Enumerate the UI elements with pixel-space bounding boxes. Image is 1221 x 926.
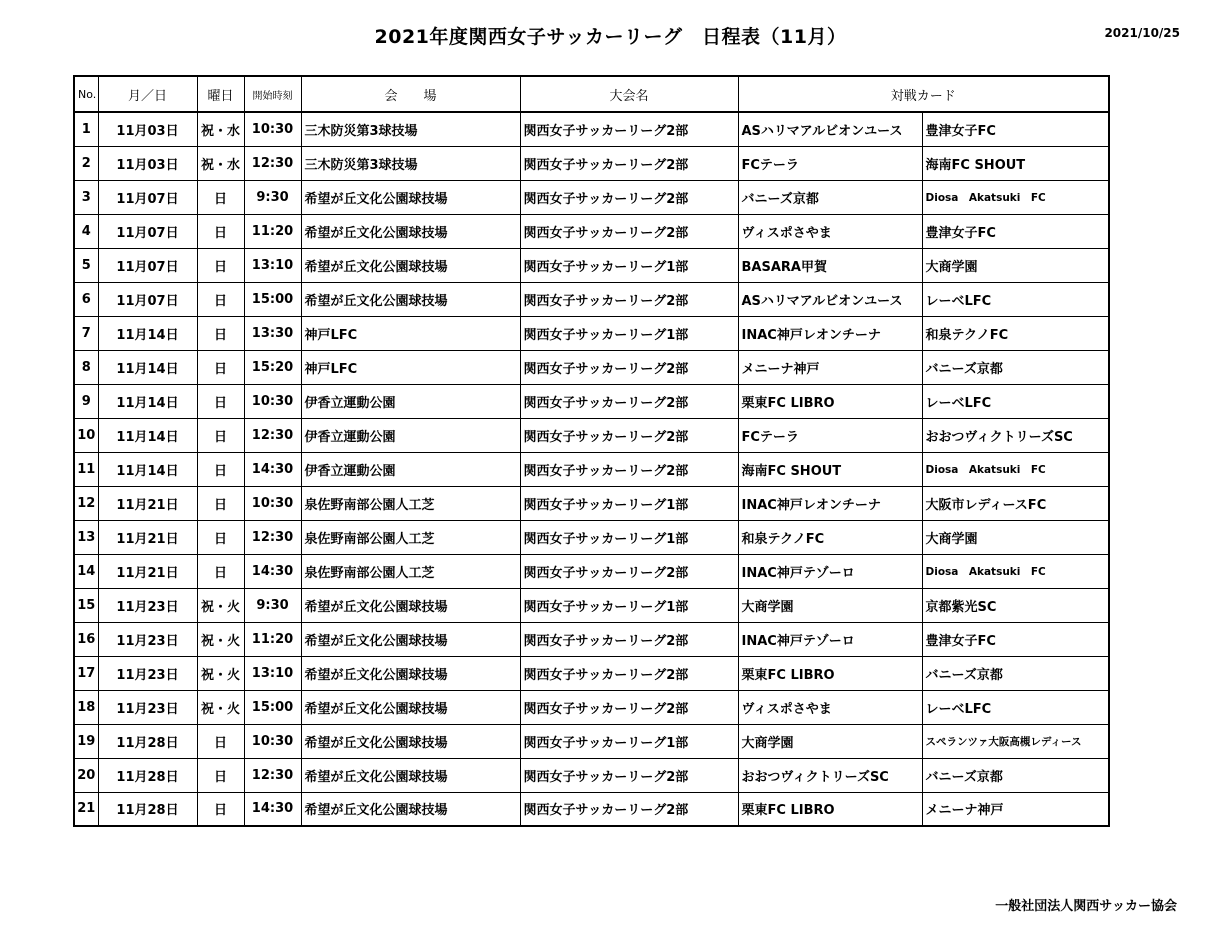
- cell-venue: 希望が丘文化公園球技場: [301, 690, 520, 724]
- cell-tournament: 関西女子サッカーリーグ2部: [520, 452, 738, 486]
- cell-venue: 希望が丘文化公園球技場: [301, 588, 520, 622]
- cell-date: 11月23日: [98, 588, 197, 622]
- table-row: [74, 384, 1109, 418]
- cell-home-team: 栗東FC LIBRO: [738, 384, 922, 418]
- cell-away-team: 大商学園: [922, 248, 1109, 282]
- table-row: [74, 622, 1109, 656]
- cell-home-team: バニーズ京都: [738, 180, 922, 214]
- cell-time: 11:20: [244, 622, 301, 656]
- cell-date: 11月21日: [98, 554, 197, 588]
- cell-home-team: FCテーラ: [738, 146, 922, 180]
- cell-day: 祝・火: [197, 622, 244, 656]
- cell-home-team: ASハリマアルビオンユース: [738, 112, 922, 146]
- cell-tournament: 関西女子サッカーリーグ2部: [520, 282, 738, 316]
- cell-away-team: 豊津女子FC: [922, 112, 1109, 146]
- cell-no: 1: [74, 112, 98, 146]
- cell-time: 10:30: [244, 724, 301, 758]
- cell-date: 11月21日: [98, 486, 197, 520]
- cell-tournament: 関西女子サッカーリーグ2部: [520, 180, 738, 214]
- cell-date: 11月14日: [98, 452, 197, 486]
- cell-home-team: INAC神戸テゾーロ: [738, 554, 922, 588]
- header-day: 曜日: [197, 76, 244, 112]
- cell-time: 12:30: [244, 520, 301, 554]
- table-row: [74, 452, 1109, 486]
- cell-venue: 伊香立運動公園: [301, 418, 520, 452]
- cell-venue: 希望が丘文化公園球技場: [301, 758, 520, 792]
- cell-date: 11月07日: [98, 248, 197, 282]
- cell-away-team: バニーズ京都: [922, 656, 1109, 690]
- cell-time: 14:30: [244, 554, 301, 588]
- cell-no: 5: [74, 248, 98, 282]
- cell-venue: 希望が丘文化公園球技場: [301, 656, 520, 690]
- cell-venue: 希望が丘文化公園球技場: [301, 248, 520, 282]
- cell-time: 10:30: [244, 486, 301, 520]
- cell-no: 2: [74, 146, 98, 180]
- cell-away-team: 豊津女子FC: [922, 622, 1109, 656]
- cell-home-team: ASハリマアルビオンユース: [738, 282, 922, 316]
- cell-date: 11月03日: [98, 146, 197, 180]
- cell-home-team: 栗東FC LIBRO: [738, 656, 922, 690]
- cell-away-team: Diosa Akatsuki FC: [922, 452, 1109, 486]
- cell-date: 11月14日: [98, 384, 197, 418]
- cell-day: 日: [197, 282, 244, 316]
- cell-away-team: レーベLFC: [922, 384, 1109, 418]
- cell-time: 12:30: [244, 146, 301, 180]
- cell-day: 日: [197, 316, 244, 350]
- cell-date: 11月28日: [98, 724, 197, 758]
- table-row: [74, 418, 1109, 452]
- cell-date: 11月03日: [98, 112, 197, 146]
- cell-tournament: 関西女子サッカーリーグ2部: [520, 214, 738, 248]
- cell-no: 15: [74, 588, 98, 622]
- cell-no: 13: [74, 520, 98, 554]
- cell-time: 12:30: [244, 758, 301, 792]
- cell-time: 14:30: [244, 452, 301, 486]
- cell-date: 11月07日: [98, 180, 197, 214]
- cell-day: 祝・火: [197, 690, 244, 724]
- cell-day: 日: [197, 792, 244, 826]
- cell-day: 日: [197, 486, 244, 520]
- table-row: [74, 248, 1109, 282]
- cell-away-team: Diosa Akatsuki FC: [922, 180, 1109, 214]
- cell-day: 日: [197, 520, 244, 554]
- table-row: [74, 588, 1109, 622]
- cell-venue: 希望が丘文化公園球技場: [301, 214, 520, 248]
- cell-venue: 三木防災第3球技場: [301, 112, 520, 146]
- cell-date: 11月14日: [98, 418, 197, 452]
- cell-tournament: 関西女子サッカーリーグ2部: [520, 622, 738, 656]
- table-row: [74, 486, 1109, 520]
- cell-time: 15:00: [244, 690, 301, 724]
- cell-day: 日: [197, 248, 244, 282]
- table-row: [74, 316, 1109, 350]
- cell-date: 11月14日: [98, 316, 197, 350]
- cell-away-team: 大阪市レディースFC: [922, 486, 1109, 520]
- cell-away-team: 和泉テクノFC: [922, 316, 1109, 350]
- header-date: 月／日: [98, 76, 197, 112]
- cell-day: 日: [197, 350, 244, 384]
- table-row: [74, 180, 1109, 214]
- cell-venue: 伊香立運動公園: [301, 452, 520, 486]
- cell-venue: 伊香立運動公園: [301, 384, 520, 418]
- cell-time: 9:30: [244, 180, 301, 214]
- table-row: [74, 520, 1109, 554]
- header-venue: 会 場: [301, 76, 520, 112]
- table-row: [74, 724, 1109, 758]
- cell-venue: 三木防災第3球技場: [301, 146, 520, 180]
- cell-home-team: おおつヴィクトリーズSC: [738, 758, 922, 792]
- table-row: [74, 214, 1109, 248]
- cell-day: 祝・火: [197, 588, 244, 622]
- cell-day: 日: [197, 554, 244, 588]
- cell-time: 13:30: [244, 316, 301, 350]
- cell-home-team: INAC神戸レオンチーナ: [738, 486, 922, 520]
- cell-time: 10:30: [244, 384, 301, 418]
- cell-venue: 神戸LFC: [301, 350, 520, 384]
- cell-tournament: 関西女子サッカーリーグ2部: [520, 112, 738, 146]
- cell-home-team: INAC神戸レオンチーナ: [738, 316, 922, 350]
- cell-time: 13:10: [244, 656, 301, 690]
- cell-tournament: 関西女子サッカーリーグ2部: [520, 656, 738, 690]
- table-row: [74, 282, 1109, 316]
- cell-day: 日: [197, 418, 244, 452]
- cell-no: 6: [74, 282, 98, 316]
- table-row: [74, 690, 1109, 724]
- cell-home-team: BASARA甲賀: [738, 248, 922, 282]
- table-row: [74, 112, 1109, 146]
- header-time: 開始時刻: [244, 76, 301, 112]
- cell-away-team: 大商学園: [922, 520, 1109, 554]
- cell-home-team: FCテーラ: [738, 418, 922, 452]
- cell-venue: 希望が丘文化公園球技場: [301, 282, 520, 316]
- cell-home-team: INAC神戸テゾーロ: [738, 622, 922, 656]
- cell-tournament: 関西女子サッカーリーグ2部: [520, 758, 738, 792]
- cell-date: 11月28日: [98, 758, 197, 792]
- cell-no: 16: [74, 622, 98, 656]
- cell-home-team: 和泉テクノFC: [738, 520, 922, 554]
- cell-no: 12: [74, 486, 98, 520]
- cell-tournament: 関西女子サッカーリーグ2部: [520, 350, 738, 384]
- cell-tournament: 関西女子サッカーリーグ1部: [520, 724, 738, 758]
- cell-venue: 希望が丘文化公園球技場: [301, 724, 520, 758]
- cell-venue: 希望が丘文化公園球技場: [301, 180, 520, 214]
- cell-time: 15:00: [244, 282, 301, 316]
- cell-tournament: 関西女子サッカーリーグ2部: [520, 418, 738, 452]
- header-tournament: 大会名: [520, 76, 738, 112]
- cell-day: 日: [197, 452, 244, 486]
- cell-venue: 泉佐野南部公園人工芝: [301, 554, 520, 588]
- cell-away-team: バニーズ京都: [922, 758, 1109, 792]
- cell-home-team: ヴィスポさやま: [738, 690, 922, 724]
- cell-no: 7: [74, 316, 98, 350]
- schedule-body: [74, 112, 1109, 826]
- schedule-table: [73, 75, 1110, 827]
- cell-time: 13:10: [244, 248, 301, 282]
- cell-no: 9: [74, 384, 98, 418]
- cell-time: 15:20: [244, 350, 301, 384]
- table-row: [74, 792, 1109, 826]
- page-title: 2021年度関西女子サッカーリーグ 日程表（11月）: [374, 26, 847, 48]
- table-row: [74, 554, 1109, 588]
- cell-no: 20: [74, 758, 98, 792]
- cell-day: 祝・水: [197, 146, 244, 180]
- cell-venue: 希望が丘文化公園球技場: [301, 792, 520, 826]
- cell-tournament: 関西女子サッカーリーグ1部: [520, 316, 738, 350]
- cell-date: 11月23日: [98, 622, 197, 656]
- issue-date: 2021/10/25: [1104, 26, 1180, 40]
- cell-away-team: 海南FC SHOUT: [922, 146, 1109, 180]
- cell-away-team: Diosa Akatsuki FC: [922, 554, 1109, 588]
- cell-no: 18: [74, 690, 98, 724]
- cell-tournament: 関西女子サッカーリーグ2部: [520, 792, 738, 826]
- cell-tournament: 関西女子サッカーリーグ2部: [520, 146, 738, 180]
- header-match: 対戦カード: [738, 76, 1109, 112]
- cell-date: 11月23日: [98, 690, 197, 724]
- cell-tournament: 関西女子サッカーリーグ2部: [520, 690, 738, 724]
- cell-away-team: 京都紫光SC: [922, 588, 1109, 622]
- cell-no: 19: [74, 724, 98, 758]
- cell-no: 4: [74, 214, 98, 248]
- cell-day: 日: [197, 724, 244, 758]
- cell-time: 12:30: [244, 418, 301, 452]
- cell-home-team: 大商学園: [738, 588, 922, 622]
- cell-home-team: メニーナ神戸: [738, 350, 922, 384]
- header-no: No.: [74, 76, 98, 112]
- cell-day: 日: [197, 758, 244, 792]
- cell-no: 8: [74, 350, 98, 384]
- cell-day: 日: [197, 214, 244, 248]
- cell-venue: 泉佐野南部公園人工芝: [301, 486, 520, 520]
- cell-day: 祝・火: [197, 656, 244, 690]
- cell-away-team: バニーズ京都: [922, 350, 1109, 384]
- cell-no: 3: [74, 180, 98, 214]
- cell-away-team: スペランツァ大阪高槻レディース: [922, 724, 1109, 758]
- cell-venue: 泉佐野南部公園人工芝: [301, 520, 520, 554]
- cell-away-team: 豊津女子FC: [922, 214, 1109, 248]
- cell-time: 14:30: [244, 792, 301, 826]
- cell-home-team: 大商学園: [738, 724, 922, 758]
- cell-no: 10: [74, 418, 98, 452]
- cell-tournament: 関西女子サッカーリーグ1部: [520, 520, 738, 554]
- cell-time: 11:20: [244, 214, 301, 248]
- cell-time: 9:30: [244, 588, 301, 622]
- cell-no: 21: [74, 792, 98, 826]
- cell-away-team: おおつヴィクトリーズSC: [922, 418, 1109, 452]
- cell-home-team: 栗東FC LIBRO: [738, 792, 922, 826]
- cell-day: 日: [197, 180, 244, 214]
- cell-date: 11月07日: [98, 282, 197, 316]
- cell-date: 11月14日: [98, 350, 197, 384]
- table-row: [74, 656, 1109, 690]
- cell-tournament: 関西女子サッカーリーグ1部: [520, 486, 738, 520]
- cell-tournament: 関西女子サッカーリーグ2部: [520, 384, 738, 418]
- cell-tournament: 関西女子サッカーリーグ1部: [520, 248, 738, 282]
- cell-away-team: メニーナ神戸: [922, 792, 1109, 826]
- cell-home-team: 海南FC SHOUT: [738, 452, 922, 486]
- cell-tournament: 関西女子サッカーリーグ2部: [520, 554, 738, 588]
- cell-date: 11月21日: [98, 520, 197, 554]
- organization-name: 一般社団法人関西サッカー協会: [995, 899, 1177, 914]
- cell-no: 11: [74, 452, 98, 486]
- cell-time: 10:30: [244, 112, 301, 146]
- header-row: [74, 76, 1109, 112]
- cell-away-team: レーベLFC: [922, 690, 1109, 724]
- cell-tournament: 関西女子サッカーリーグ1部: [520, 588, 738, 622]
- table-row: [74, 146, 1109, 180]
- cell-day: 祝・水: [197, 112, 244, 146]
- table-row: [74, 350, 1109, 384]
- cell-date: 11月07日: [98, 214, 197, 248]
- cell-home-team: ヴィスポさやま: [738, 214, 922, 248]
- cell-date: 11月23日: [98, 656, 197, 690]
- cell-venue: 神戸LFC: [301, 316, 520, 350]
- cell-day: 日: [197, 384, 244, 418]
- cell-venue: 希望が丘文化公園球技場: [301, 622, 520, 656]
- cell-no: 17: [74, 656, 98, 690]
- table-row: [74, 758, 1109, 792]
- cell-date: 11月28日: [98, 792, 197, 826]
- cell-no: 14: [74, 554, 98, 588]
- cell-away-team: レーベLFC: [922, 282, 1109, 316]
